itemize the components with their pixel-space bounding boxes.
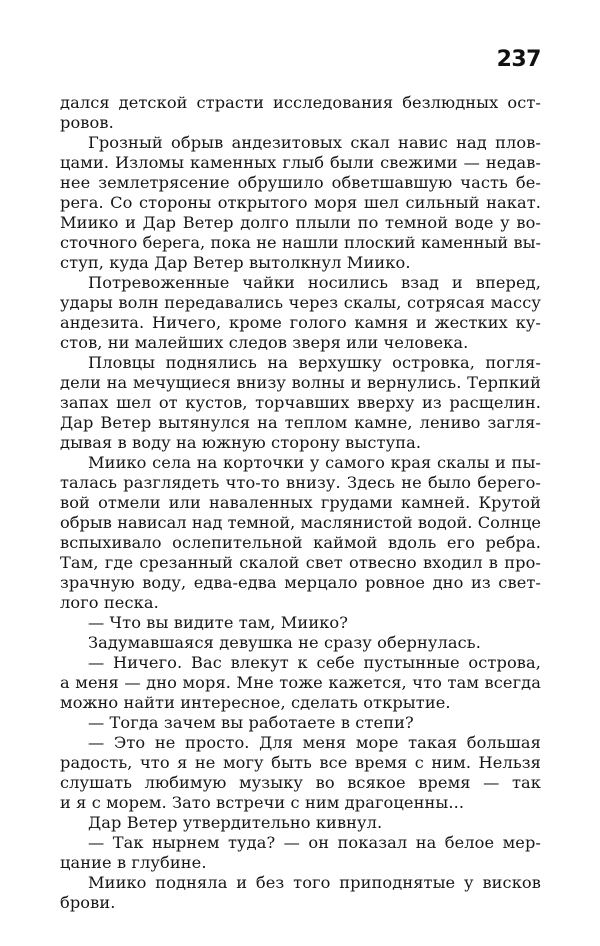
text-line: — Что вы видите там, Миико? (88, 613, 349, 632)
text-line: — Это не просто. Для меня море такая большая (88, 733, 541, 752)
text-line: а меня — дно моря. Мне тоже кажется, что там всегда (60, 673, 541, 692)
text-line: слушать любимую музыку во всякое время — так (60, 773, 541, 792)
text-line: талась разглядеть что-то внизу. Здесь не было берего- (60, 473, 541, 492)
text-line: Потревоженные чайки носились взад и вперед, (88, 273, 541, 292)
page-number: 237 (496, 47, 541, 72)
text-line: и я с морем. Зато встречи с ним драгоценны... (60, 793, 465, 812)
text-line: — Ничего. Вас влекут к себе пустынные острова, (88, 653, 541, 672)
text-line: радость, что я не могу быть все время с ним. Нельзя (60, 753, 541, 772)
text-line: дался детской страсти исследования безлюдных ост- (60, 93, 541, 112)
text-line: дели на мечущиеся внизу волны и вернулись. Терпкий (60, 373, 541, 392)
text-line: — Тогда зачем вы работаете в степи? (88, 713, 414, 732)
text-line: Дар Ветер вытянулся на теплом камне, лениво загля- (60, 413, 541, 432)
text-line: запах шел от кустов, торчавших вверху из расщелин. (60, 393, 541, 412)
body-text (60, 93, 541, 913)
text-line: андезита. Ничего, кроме голого камня и жестких ку- (60, 313, 541, 332)
text-line: ступ, куда Дар Ветер вытолкнул Миико. (60, 253, 411, 272)
text-line: брови. (60, 893, 116, 912)
text-line: можно найти интересное, сделать открытие. (60, 693, 451, 712)
text-line: дывая в воду на южную сторону выступа. (60, 433, 422, 452)
text-line: Пловцы поднялись на верхушку островка, погля- (88, 353, 541, 372)
text-line: Миико и Дар Ветер долго плыли по темной воде у во- (60, 213, 541, 232)
text-line: цами. Изломы каменных глыб были свежими — недав- (60, 153, 541, 172)
text-line: нее землетрясение обрушило обветшавшую часть бе- (60, 173, 541, 192)
text-line: лого песка. (60, 593, 159, 612)
text-line: — Так нырнем туда? — он показал на белое мер- (88, 833, 541, 852)
text-line: ровов. (60, 113, 114, 132)
text-line: Миико подняла и без того приподнятые у висков (88, 873, 541, 892)
text-line: Миико села на корточки у самого края скалы и пы- (88, 453, 541, 472)
text-line: зрачную воду, едва-едва мерцало ровное дно из свет- (60, 573, 541, 592)
text-line: Дар Ветер утвердительно кивнул. (88, 813, 383, 832)
text-line: удары волн передавались через скалы, сотрясая массу (60, 293, 541, 312)
text-line: Грозный обрыв андезитовых скал навис над плов- (88, 133, 541, 152)
text-line: рега. Со стороны открытого моря шел сильный накат. (60, 193, 541, 212)
text-line: цание в глубине. (60, 853, 207, 872)
text-line: сточного берега, пока не нашли плоский каменный вы- (60, 233, 541, 252)
text-line: вспыхивало ослепительной каймой вдоль его ребра. (60, 533, 541, 552)
text-line: стов, ни малейших следов зверя или человека. (60, 333, 469, 352)
text-line: Задумавшаяся девушка не сразу обернулась. (88, 633, 481, 652)
text-line: Там, где срезанный скалой свет отвесно входил в про- (60, 553, 541, 572)
text-line: обрыв нависал над темной, маслянистой водой. Солнце (60, 513, 541, 532)
text-line: вой отмели или наваленных грудами камней. Крутой (60, 493, 541, 512)
